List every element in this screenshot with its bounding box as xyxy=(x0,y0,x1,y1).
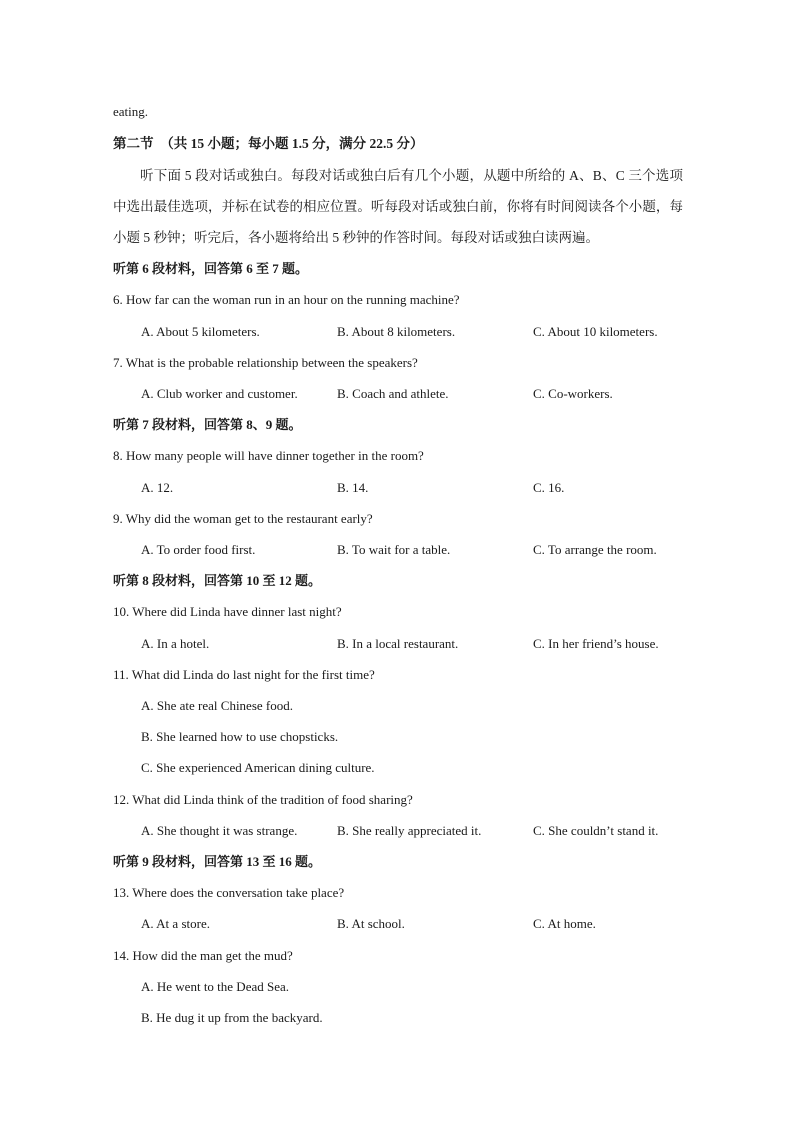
question-7: 7. What is the probable relationship between the speakers? xyxy=(113,355,418,370)
option-c[interactable]: C. About 10 kilometers. xyxy=(533,324,658,339)
option-c[interactable]: C. She experienced American dining culture. xyxy=(141,760,375,775)
question-8: 8. How many people will have dinner together in the room? xyxy=(113,448,424,463)
option-a[interactable]: A. She ate real Chinese food. xyxy=(141,698,293,713)
option-c[interactable]: C. To arrange the room. xyxy=(533,542,657,557)
options-9 xyxy=(141,542,701,558)
option-a[interactable]: A. About 5 kilometers. xyxy=(141,324,260,339)
option-c[interactable]: C. At home. xyxy=(533,916,596,931)
option-c[interactable]: C. Co-workers. xyxy=(533,386,613,401)
option-a[interactable]: A. Club worker and customer. xyxy=(141,386,298,401)
option-c[interactable]: C. She couldn’t stand it. xyxy=(533,823,659,838)
option-b[interactable]: B. About 8 kilometers. xyxy=(337,324,456,339)
question-10: 10. Where did Linda have dinner last night? xyxy=(113,604,342,619)
question-11: 11. What did Linda do last night for the first time? xyxy=(113,667,375,682)
option-b[interactable]: B. She learned how to use chopsticks. xyxy=(141,729,339,744)
option-b[interactable]: B. Coach and athlete. xyxy=(337,386,449,401)
question-13: 13. Where does the conversation take place? xyxy=(113,885,345,900)
option-a[interactable]: A. To order food first. xyxy=(141,542,256,557)
section-title: 第二节 （共 15 小题；每小题 1.5 分，满分 22.5 分） xyxy=(113,136,424,151)
group-heading-9: 听第 9 段材料，回答第 13 至 16 题。 xyxy=(113,854,322,869)
options-10 xyxy=(141,636,701,652)
options-6 xyxy=(141,324,701,340)
options-8 xyxy=(141,480,701,496)
option-a[interactable]: A. At a store. xyxy=(141,916,210,931)
question-9: 9. Why did the woman get to the restaurant early? xyxy=(113,511,373,526)
option-c[interactable]: C. 16. xyxy=(533,480,565,495)
question-12: 12. What did Linda think of the tradition of food sharing? xyxy=(113,792,413,807)
option-b[interactable]: B. To wait for a table. xyxy=(337,542,451,557)
options-7 xyxy=(141,386,701,402)
option-a[interactable]: A. In a hotel. xyxy=(141,636,210,651)
group-heading-8: 听第 8 段材料，回答第 10 至 12 题。 xyxy=(113,573,322,588)
options-13 xyxy=(141,916,701,932)
question-14: 14. How did the man get the mud? xyxy=(113,948,293,963)
group-heading-7: 听第 7 段材料，回答第 8、9 题。 xyxy=(113,417,302,432)
group-heading-6: 听第 6 段材料，回答第 6 至 7 题。 xyxy=(113,261,309,276)
option-a[interactable]: A. 12. xyxy=(141,480,174,495)
option-a[interactable]: A. She thought it was strange. xyxy=(141,823,298,838)
option-b[interactable]: B. He dug it up from the backyard. xyxy=(141,1010,323,1025)
option-b[interactable]: B. She really appreciated it. xyxy=(337,823,482,838)
question-6: 6. How far can the woman run in an hour on the running machine? xyxy=(113,292,460,307)
options-12 xyxy=(141,823,701,839)
option-b[interactable]: B. 14. xyxy=(337,480,369,495)
option-b[interactable]: B. At school. xyxy=(337,916,405,931)
option-b[interactable]: B. In a local restaurant. xyxy=(337,636,459,651)
option-a[interactable]: A. He went to the Dead Sea. xyxy=(141,979,290,994)
option-c[interactable]: C. In her friend’s house. xyxy=(533,636,659,651)
top-fragment: eating. xyxy=(113,104,149,119)
section-instructions: 听下面 5 段对话或独白。每段对话或独白后有几个小题，从题中所给的 A、B、C 三个选项中选出最佳选项，并标在试卷的相应位置。听每段对话或独白前，你将有时间阅读各个小题，每小题 5 秒钟；听完后，各小题将给出 5 秒钟的作答时间。每段对话或独白读两遍。 xyxy=(113,168,683,245)
